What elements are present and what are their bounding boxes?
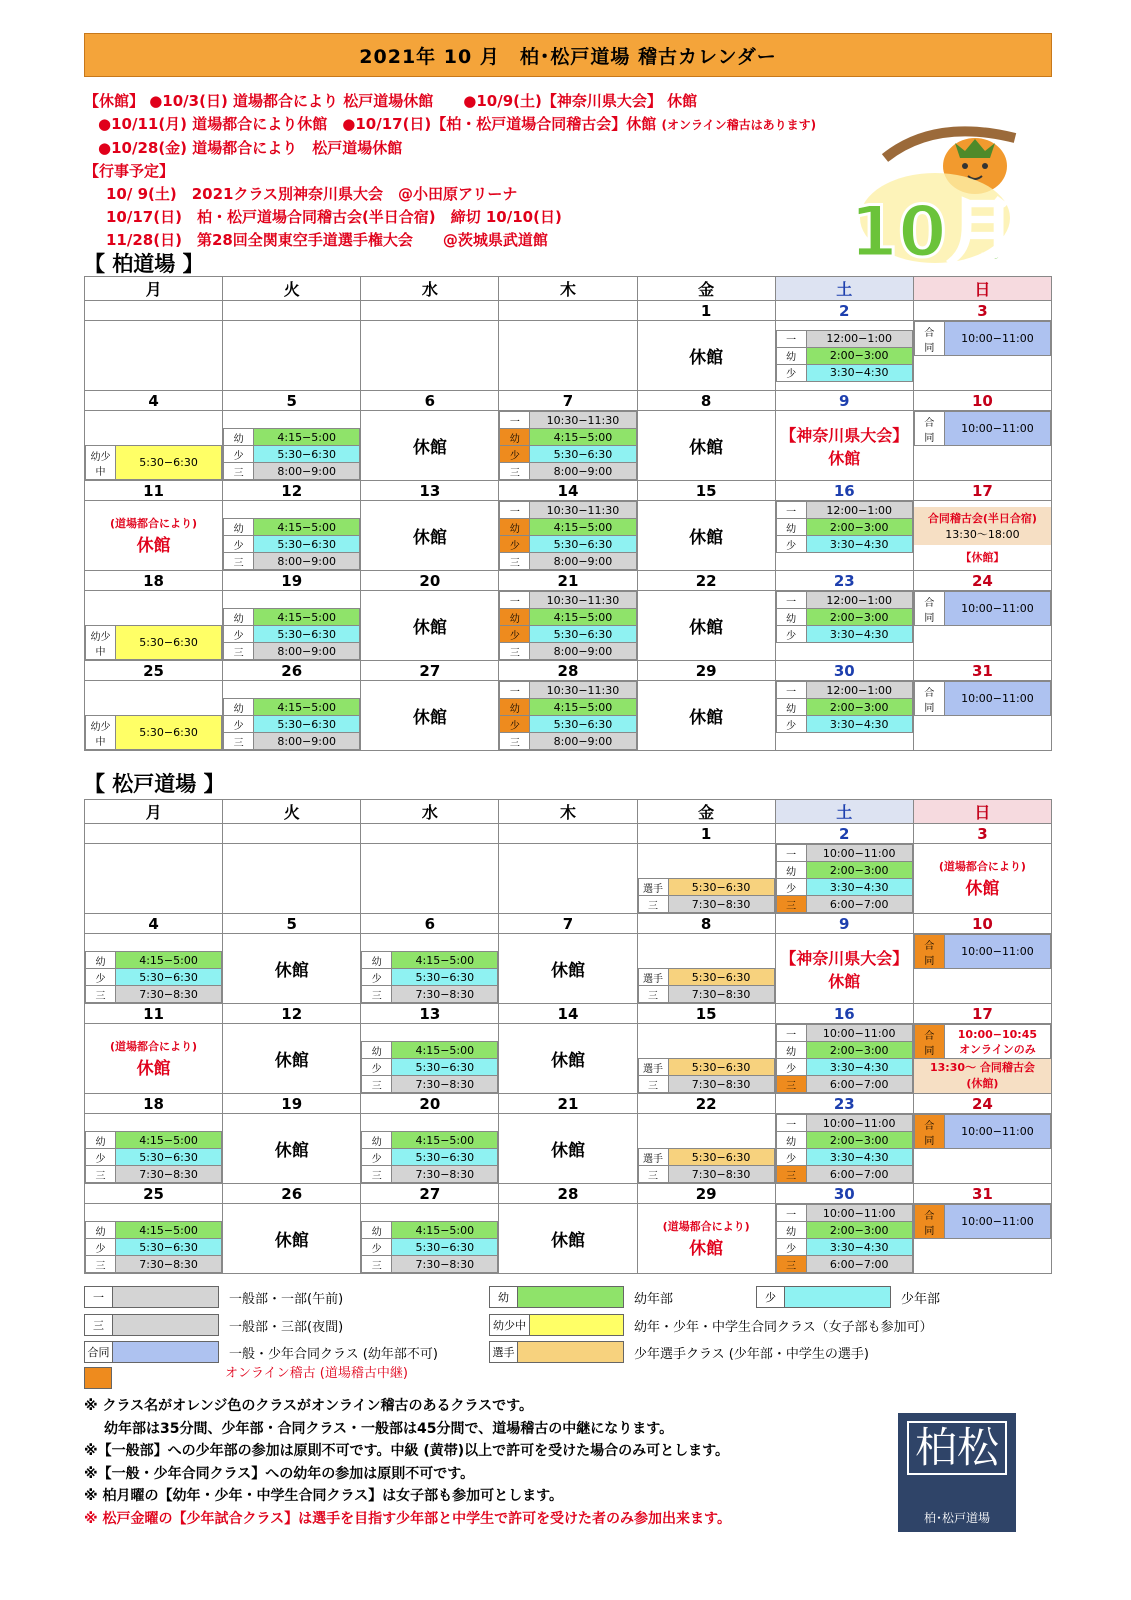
schedule-cell: 幼 4:15−5:00 少 5:30−6:30 三 7:30−8:30	[85, 934, 223, 1004]
schedule-cell: 幼少 中 5:30−6:30	[85, 591, 223, 661]
day-num: 1	[637, 301, 775, 321]
hdr-tue: 火	[223, 277, 361, 301]
schedule-cell: 合 同 10:00−11:00	[913, 321, 1051, 391]
schedule-cell: 合 同 10:00−11:00	[913, 681, 1051, 751]
schedule-cell: 幼 4:15−5:00 少 5:30−6:30 三 8:00−9:00	[223, 591, 361, 661]
notice-2a: ●10/11(月) 道場都合により休館	[98, 115, 328, 133]
schedule-cell: 一 10:30−11:30 幼 4:15−5:00 少 5:30−6:30 三 8:00−9:00	[499, 501, 637, 571]
legend-san: 三 一般部・三部(夜間)	[84, 1314, 343, 1336]
notice-1a: 【休館】 ●10/3(日) 道場都合により 松戸道場休館	[84, 92, 434, 110]
schedule-cell: 合 同 10:00−11:00	[913, 1204, 1051, 1274]
notice-1b: ●10/9(土)【神奈川県大会】 休館	[463, 92, 698, 110]
schedule-cell: 選手 5:30−6:30 三 7:30−8:30	[637, 1114, 775, 1184]
note-3: ※【一般部】への少年部の参加は原則不可です。中級 (黄帯)以上で許可を受けた場合のみ可とします。	[84, 1443, 730, 1460]
kanagawa-closed: 【神奈川県大会】 休館	[775, 411, 913, 481]
notice-2c: (オンライン稽古はあります)	[661, 118, 817, 132]
schedule-cell: 合 同 10:00−11:00	[913, 934, 1051, 1004]
october-badge-illustration	[815, 108, 1055, 278]
hdr-wed: 水	[361, 277, 499, 301]
schedule-cell: 選手 5:30−6:30 三 7:30−8:30	[637, 844, 775, 914]
schedule-cell: 選手 5:30−6:30 三 7:30−8:30	[637, 1024, 775, 1094]
kashiwa-heading: 【 柏道場 】	[84, 252, 204, 276]
kashiwa-calendar: 月 火 水 木 金 土 日 1 2 3 休館 一 12:00−1:00 幼 2:00−3:00 少 3:30−4:30 合 同 10:00−11:00 4 5 6 7 8 9 10 幼少 中 5:30−6:30 幼 4:15−5:00 少 5:30−6:30 三 8:00−9:00 休館 一 10:30−11:30 幼 4:15−5:00 少 5:30−6:30 三 8:00−9:00 休館 【神奈川県大会】 休館 合 同 10:00−11:00 11 12 13 14 15 16 17 (道場都合により) 休館 幼 4:15−5:00 少 5:30−6:30 三 8:00−9:00 休館 一 10:30−11:30 幼 4:15−5:00 少 5:30−6:30 三 8:00−9:00 休館 一 12:00−1:00 幼 2:00−3:00 少 3:30−4:30 合同稽古会(半日合宿) 13:30〜18:00 【休館】 18 19 20 21 22 23 24 幼少 中 5:30−6:30 幼 4:15−5:00 少 5:30−6:30 三 8:00−9:00 休館 一 10:30−11:30 幼 4:15−5:00 少 5:30−6:30 三 8:00−9:00 休館 一 12:00−1:00 幼 2:00−3:00 少 3:30−4:30 合 同 10:00−11:00 25 26 27 28 29 30 31 幼少 中 5:30−6:30 幼 4:15−5:00 少 5:30−6:30 三 8:00−9:00 休館 一 10:30−11:30 幼 4:15−5:00 少 5:30−6:30 三 8:00−9:00 休館 一 12:00−1:00 幼 2:00−3:00 少 3:30−4:30 合 同 10:00−11:00	[84, 276, 1052, 751]
notice-2b: ●10/17(日)【柏・松戸道場合同稽古会】休館	[342, 115, 657, 133]
schedule-cell: 幼 4:15−5:00 少 5:30−6:30 三 7:30−8:30	[361, 1114, 499, 1184]
online-only-cell: 合 同 10:00−10:45 オンラインのみ 13:30〜 合同稽古会 (休館)	[913, 1024, 1051, 1094]
schedule-cell: 一 10:00−11:00 幼 2:00−3:00 少 3:30−4:30 三 6:00−7:00	[775, 844, 913, 914]
schedule-cell: 選手 5:30−6:30 三 7:30−8:30	[637, 934, 775, 1004]
note-1: ※ クラス名がオレンジ色のクラスがオンライン稽古のあるクラスです。	[84, 1398, 533, 1414]
schedule-cell: 幼 4:15−5:00 少 5:30−6:30 三 8:00−9:00	[223, 681, 361, 751]
notes	[84, 1395, 884, 1531]
legend-ysc: 幼少中 幼年・少年・中学生合同クラス（女子部も参加可）	[489, 1314, 933, 1336]
schedule-cell: 幼 4:15−5:00 少 5:30−6:30 三 7:30−8:30	[361, 1024, 499, 1094]
schedule-cell: 幼 4:15−5:00 少 5:30−6:30 三 8:00−9:00	[223, 411, 361, 481]
legend-sho: 少 少年部	[756, 1286, 940, 1308]
dojo-logo	[898, 1413, 1016, 1532]
note-4: ※【一般・少年合同クラス】への幼年の参加は原則不可です。	[84, 1465, 475, 1482]
events-heading: 【行事予定】	[84, 162, 175, 180]
day-num: 3	[913, 301, 1051, 321]
note-5: ※ 柏月曜の【幼年・少年・中学生合同クラス】は女子部も参加可とします。	[84, 1488, 563, 1505]
event-1: 10/ 9(土) 2021クラス別神奈川県大会 @小田原アリーナ	[106, 185, 518, 203]
logo-caption: 柏･松戸道場	[923, 1511, 990, 1525]
legend-online: オンライン稽古 (道場稽古中継)	[84, 1367, 408, 1389]
logo-mark: 柏松	[907, 1421, 1007, 1475]
matsudo-calendar: 月 火 水 木 金 土 日 1 2 3 選手 5:30−6:30 三 7:30−8:30 一 10:00−11:00 幼 2:00−3:00 少 3:30−4:30 三 6:00−7:00 (道場都合により) 休館 4 5 6 7 8 9 10 幼 4:15−5:00 少 5:30−6:30 三 7:30−8:30 休館 幼 4:15−5:00 少 5:30−6:30 三 7:30−8:30 休館 選手 5:30−6:30 三 7:30−8:30 【神奈川県大会】 休館 合 同 10:00−11:00 11 12 13 14 15 16 17 (道場都合により) 休館 休館 幼 4:15−5:00 少 5:30−6:30 三 7:30−8:30 休館 選手 5:30−6:30 三 7:30−8:30 一 10:00−11:00 幼 2:00−3:00 少 3:30−4:30 三 6:00−7:00 合 同 10:00−10:45 オンラインのみ 13:30〜 合同稽古会 (休館) 18 19 20 21 22 23 24 幼 4:15−5:00 少 5:30−6:30 三 7:30−8:30 休館 幼 4:15−5:00 少 5:30−6:30 三 7:30−8:30 休館 選手 5:30−6:30 三 7:30−8:30 一 10:00−11:00 幼 2:00−3:00 少 3:30−4:30 三 6:00−7:00 合 同 10:00−11:00 25 26 27 28 29 30 31 幼 4:15−5:00 少 5:30−6:30 三 7:30−8:30 休館 幼 4:15−5:00 少 5:30−6:30 三 7:30−8:30 休館 (道場都合により) 休館 一 10:00−11:00 幼 2:00−3:00 少 3:30−4:30 三 6:00−7:00 合 同 10:00−11:00	[84, 799, 1052, 1274]
schedule-cell: 幼 4:15−5:00 少 5:30−6:30 三 8:00−9:00	[223, 501, 361, 571]
schedule-cell: 合 同 10:00−11:00	[913, 591, 1051, 661]
schedule-cell: 一 10:30−11:30 幼 4:15−5:00 少 5:30−6:30 三 8:00−9:00	[499, 411, 637, 481]
schedule-cell: 幼 4:15−5:00 少 5:30−6:30 三 7:30−8:30	[361, 934, 499, 1004]
schedule-cell: 一 12:00−1:00 幼 2:00−3:00 少 3:30−4:30	[775, 681, 913, 751]
note-6: ※ 松戸金曜の【少年試合クラス】は選手を目指す少年部と中学生で許可を受けた者のみ参加出来ます。	[84, 1510, 731, 1527]
hdr-mon: 月	[85, 277, 223, 301]
event-3: 11/28(日) 第28回全関東空手道選手権大会 @茨城県武道館	[106, 231, 548, 249]
closed-label: 休館	[637, 321, 775, 391]
joint-practice: 合同稽古会(半日合宿) 13:30〜18:00 【休館】	[913, 501, 1051, 571]
schedule-cell: 一 12:00−1:00 幼 2:00−3:00 少 3:30−4:30	[775, 501, 913, 571]
schedule-cell: 幼 4:15−5:00 少 5:30−6:30 三 7:30−8:30	[85, 1204, 223, 1274]
legend-yo: 幼 幼年部	[489, 1286, 673, 1308]
schedule-cell: 一 12:00−1:00 幼 2:00−3:00 少 3:30−4:30	[775, 591, 913, 661]
hdr-sun: 日	[913, 277, 1051, 301]
notice-block	[84, 90, 904, 252]
hdr-sat: 土	[775, 277, 913, 301]
schedule-cell: 一 10:00−11:00 幼 2:00−3:00 少 3:30−4:30 三 6:00−7:00	[775, 1114, 913, 1184]
schedule-cell: 合 同 10:00−11:00	[913, 411, 1051, 481]
notice-3: ●10/28(金) 道場都合により 松戸道場休館	[98, 139, 403, 157]
schedule-cell: 一 10:00−11:00 幼 2:00−3:00 少 3:30−4:30 三 6:00−7:00	[775, 1024, 913, 1094]
schedule-cell: 幼少 中 5:30−6:30	[85, 411, 223, 481]
schedule-cell: 幼 4:15−5:00 少 5:30−6:30 三 7:30−8:30	[361, 1204, 499, 1274]
october-badge: 10月	[849, 191, 1017, 273]
page-title: 2021年 10 月 柏･松戸道場 稽古カレンダー	[84, 33, 1052, 77]
closed-dojo: (道場都合により) 休館	[85, 501, 223, 571]
schedule-cell: 一 10:30−11:30 幼 4:15−5:00 少 5:30−6:30 三 8:00−9:00	[499, 591, 637, 661]
note-2: 幼年部は35分間、少年部・合同クラス・一般部は45分間で、道場稽古の中継になります。	[104, 1420, 674, 1437]
schedule-cell: 合 同 10:00−11:00	[913, 1114, 1051, 1184]
schedule-cell: 幼 4:15−5:00 少 5:30−6:30 三 7:30−8:30	[85, 1114, 223, 1184]
legend-ippan: 一 一般部・一部(午前)	[84, 1286, 343, 1308]
matsudo-heading: 【 松戸道場 】	[84, 772, 225, 796]
day-num: 2	[775, 301, 913, 321]
legend-sen: 選手 少年選手クラス (少年部・中学生の選手)	[489, 1341, 869, 1363]
schedule-cell: 一 10:00−11:00 幼 2:00−3:00 少 3:30−4:30 三 6:00−7:00	[775, 1204, 913, 1274]
schedule-cell: 幼少 中 5:30−6:30	[85, 681, 223, 751]
legend-go: 合同 一般・少年合同クラス (幼年部不可)	[84, 1341, 438, 1363]
schedule-cell: 一 12:00−1:00 幼 2:00−3:00 少 3:30−4:30	[775, 321, 913, 391]
legend	[84, 1283, 1052, 1393]
schedule-cell: 一 10:30−11:30 幼 4:15−5:00 少 5:30−6:30 三 8:00−9:00	[499, 681, 637, 751]
hdr-fri: 金	[637, 277, 775, 301]
hdr-thu: 木	[499, 277, 637, 301]
event-2: 10/17(日) 柏・松戸道場合同稽古会(半日合宿) 締切 10/10(日)	[106, 208, 562, 226]
